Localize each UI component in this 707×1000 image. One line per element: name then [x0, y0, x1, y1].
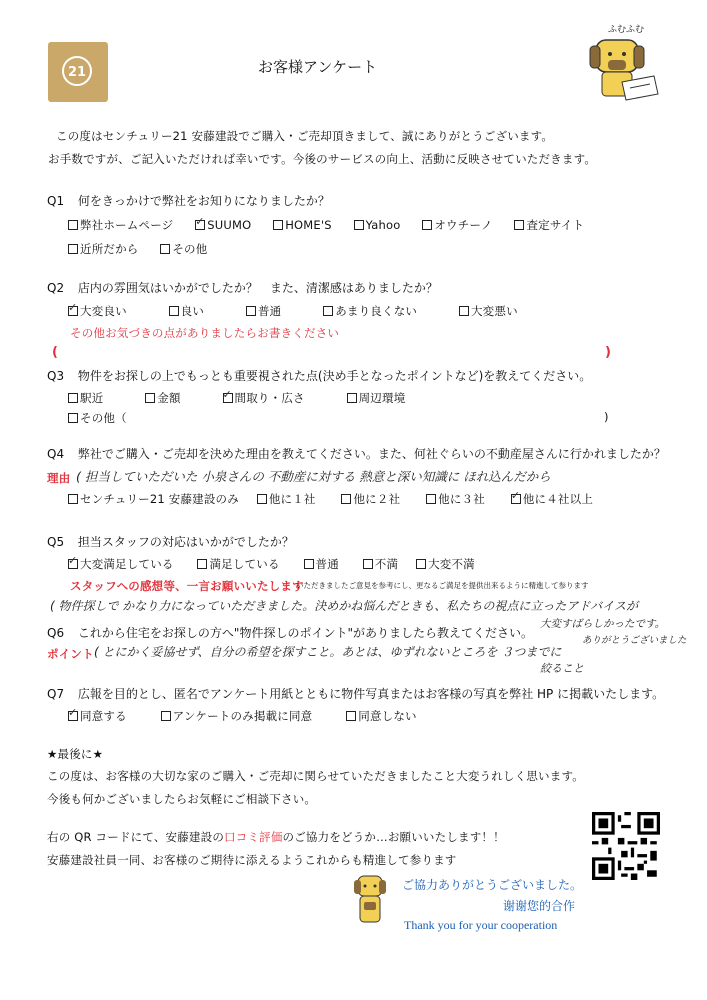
- checkbox[interactable]: [68, 244, 78, 254]
- q3-option[interactable]: 駅近: [68, 391, 103, 405]
- checkbox-checked[interactable]: [511, 494, 521, 504]
- q5-option[interactable]: ✓大変満足している: [68, 557, 174, 571]
- q1-option[interactable]: 近所だから: [68, 242, 139, 256]
- q3-other[interactable]: その他（: [68, 410, 127, 426]
- checkbox[interactable]: [161, 711, 171, 721]
- checkbox[interactable]: [323, 306, 333, 316]
- q6-question: [47, 624, 533, 641]
- checkbox[interactable]: [273, 220, 283, 230]
- q1-option[interactable]: オウチーノ: [422, 218, 492, 232]
- q4-question: [47, 445, 666, 462]
- q2-option[interactable]: あまり良くない: [323, 304, 417, 318]
- q7-text: 広報を目的とし、匿名でアンケート用紙とともに物件写真またはお客様の写真を弊社 HP に掲載いたします。: [77, 687, 665, 701]
- checkbox[interactable]: [169, 306, 179, 316]
- q2-note: その他お気づきの点がありましたらお書きください: [70, 326, 340, 340]
- q2-option[interactable]: 大変悪い: [459, 304, 518, 318]
- q5-question: [47, 533, 294, 550]
- page-title: お客様アンケート: [258, 58, 378, 76]
- q3-question: [47, 367, 591, 384]
- q5-comment-label: スタッフへの感想等、一言お願いいたします: [70, 579, 304, 593]
- q6-point-label: ポイント: [47, 647, 94, 661]
- q4-options: [68, 491, 611, 507]
- q3-options: [68, 390, 423, 406]
- q4-reason-label: 理由: [47, 471, 71, 485]
- checkbox-checked[interactable]: [195, 220, 205, 230]
- checkbox[interactable]: [347, 393, 357, 403]
- q7-option[interactable]: ✓同意する: [68, 709, 127, 723]
- q5-comment-answer: ( 物件探しで かなり力になっていただきました。決めかね悩んだときも、私たちの視点に立ったアドバイスが: [50, 599, 638, 613]
- checkbox[interactable]: [197, 559, 207, 569]
- q1-text: 何をきっかけで弊社をお知りになりましたか？: [77, 194, 330, 208]
- checkbox[interactable]: [68, 220, 78, 230]
- q2-question: [47, 279, 438, 296]
- q5-text: 担当スタッフの対応はいかがでしたか？: [77, 535, 294, 549]
- q6-point-answer: ( とにかく妥協せず、自分の希望を探すこと。あとは、ゆずれないところを ３つまでに: [94, 645, 562, 659]
- q1-option[interactable]: HOME'S: [273, 218, 332, 232]
- thanks-chinese: 谢谢您的合作: [503, 899, 576, 913]
- q4-option[interactable]: 他に１社: [257, 492, 316, 506]
- q5-comment-note: いただきましたご意見を参考にし、更なるご満足を提供出来るように精進して参ります: [296, 581, 589, 590]
- checkbox[interactable]: [346, 711, 356, 721]
- q3-other-close: ): [604, 410, 609, 424]
- q7-option[interactable]: アンケートのみ掲載に同意: [161, 709, 313, 723]
- checkbox[interactable]: [257, 494, 267, 504]
- mascot-caption: ふむふむ: [608, 25, 645, 35]
- checkbox[interactable]: [304, 559, 314, 569]
- q2-options: [68, 303, 536, 319]
- q2-number: Q2: [47, 281, 65, 295]
- dog-mascot-bowing-icon: [350, 872, 390, 928]
- checkbox[interactable]: [514, 220, 524, 230]
- q1-option[interactable]: ✓ SUUMO: [195, 218, 251, 232]
- checkbox[interactable]: [426, 494, 436, 504]
- q5-option[interactable]: 普通: [304, 557, 339, 571]
- closing-line-4: 安藤建設社員一同、お客様のご期待に添えるようこれからも精進して参ります: [47, 853, 457, 867]
- checkbox[interactable]: [246, 306, 256, 316]
- q1-option[interactable]: その他: [160, 242, 207, 256]
- checkbox-checked[interactable]: [68, 306, 78, 316]
- checkbox[interactable]: [68, 413, 78, 423]
- q3-text: 物件をお探しの上でもっとも重要視された点(決め手となったポイントなど)を教えてください。: [77, 369, 592, 383]
- q7-option[interactable]: 同意しない: [346, 709, 417, 723]
- q5-comment-answer-3: ありがとうございました: [582, 635, 687, 646]
- q2-paren-close: ): [605, 345, 611, 360]
- q3-number: Q3: [47, 369, 65, 383]
- checkbox[interactable]: [354, 220, 364, 230]
- q4-option[interactable]: 他に２社: [341, 492, 400, 506]
- intro-line-1: この度はセンチュリー21 安藤建設でご購入・ご売却頂きまして、誠にありがとうございます。: [56, 129, 554, 143]
- review-highlight: 口コミ評価: [224, 830, 283, 844]
- logo-mark: 21: [62, 56, 92, 86]
- thanks-japanese: ご協力ありがとうございました。: [402, 878, 583, 892]
- q4-option[interactable]: ✓ 他に４社以上: [511, 492, 593, 506]
- q1-option[interactable]: Yahoo: [354, 218, 401, 232]
- q4-text: 弊社でご購入・ご売却を決めた理由を教えてください。また、何社ぐらいの不動産屋さんに行かれましたか？: [77, 447, 666, 461]
- checkbox[interactable]: [160, 244, 170, 254]
- checkbox[interactable]: [422, 220, 432, 230]
- checkbox[interactable]: [459, 306, 469, 316]
- q2-option[interactable]: ✓大変良い: [68, 304, 127, 318]
- q6-number: Q6: [47, 626, 65, 640]
- q4-option[interactable]: センチュリー21 安藤建設のみ: [68, 492, 239, 506]
- q5-option[interactable]: 大変不満: [416, 557, 475, 571]
- closing-line-2: 今後も何かございましたらお気軽にご相談下さい。: [47, 792, 317, 806]
- closing-heading: ★最後に★: [47, 747, 104, 761]
- thanks-english: Thank you for your cooperation: [404, 918, 558, 932]
- q5-options: [68, 556, 493, 572]
- checkbox[interactable]: [416, 559, 426, 569]
- checkbox[interactable]: [68, 494, 78, 504]
- q5-number: Q5: [47, 535, 65, 549]
- dog-mascot-icon: [582, 36, 662, 102]
- q5-option[interactable]: 満足している: [197, 557, 279, 571]
- closing-line-1: この度は、お客様の大切な家のご購入・ご売却に関らせていただきましたこと大変うれしく思います。: [47, 769, 584, 783]
- q1-option[interactable]: 弊社ホームページ: [68, 218, 173, 232]
- q7-number: Q7: [47, 687, 65, 701]
- checkbox-checked[interactable]: [68, 711, 78, 721]
- checkbox[interactable]: [145, 393, 155, 403]
- q2-paren-open: (: [52, 345, 58, 360]
- q1-options-row-2: [68, 241, 225, 257]
- q2-text: 店内の雰囲気はいかがでしたか？ また、清潔感はありましたか？: [77, 281, 438, 295]
- q7-question: [47, 685, 664, 702]
- q4-reason-answer: ( 担当していただいた 小泉さんの 不動産に対する 熱意と深い知識に ほれ込んだから: [76, 469, 551, 484]
- q3-option[interactable]: ✓ 間取り・広さ: [223, 391, 305, 405]
- q7-options: [68, 708, 435, 724]
- q1-question: [47, 192, 330, 209]
- q5-option[interactable]: 不満: [363, 557, 398, 571]
- q4-option[interactable]: 他に３社: [426, 492, 485, 506]
- q2-option[interactable]: 良い: [169, 304, 204, 318]
- q1-option[interactable]: 査定サイト: [514, 218, 584, 232]
- q2-option[interactable]: 普通: [246, 304, 281, 318]
- closing-qr-line: 右の QR コードにて、安藤建設の口コミ評価のご協力をどうか…お願いいたします！！: [47, 830, 505, 844]
- checkbox[interactable]: [68, 393, 78, 403]
- q4-number: Q4: [47, 447, 65, 461]
- checkbox[interactable]: [341, 494, 351, 504]
- q1-number: Q1: [47, 194, 65, 208]
- checkbox-checked[interactable]: [223, 393, 233, 403]
- q6-text: これから住宅をお探しの方へ"物件探しのポイント"がありましたら教えてください。: [77, 626, 533, 640]
- q6-point-answer-2: 絞ること: [540, 662, 584, 675]
- intro-line-2: お手数ですが、ご記入いただければ幸いです。今後のサービスの向上、活動に反映させていただきます。: [48, 152, 597, 166]
- checkbox[interactable]: [363, 559, 373, 569]
- q3-option[interactable]: 周辺環境: [347, 391, 406, 405]
- qr-code-icon[interactable]: [592, 810, 660, 882]
- checkbox-checked[interactable]: [68, 559, 78, 569]
- q5-comment-answer-2: 大変すばらしかったです。: [540, 618, 666, 630]
- q3-option[interactable]: 金額: [145, 391, 180, 405]
- q1-options-row-1: [68, 217, 602, 233]
